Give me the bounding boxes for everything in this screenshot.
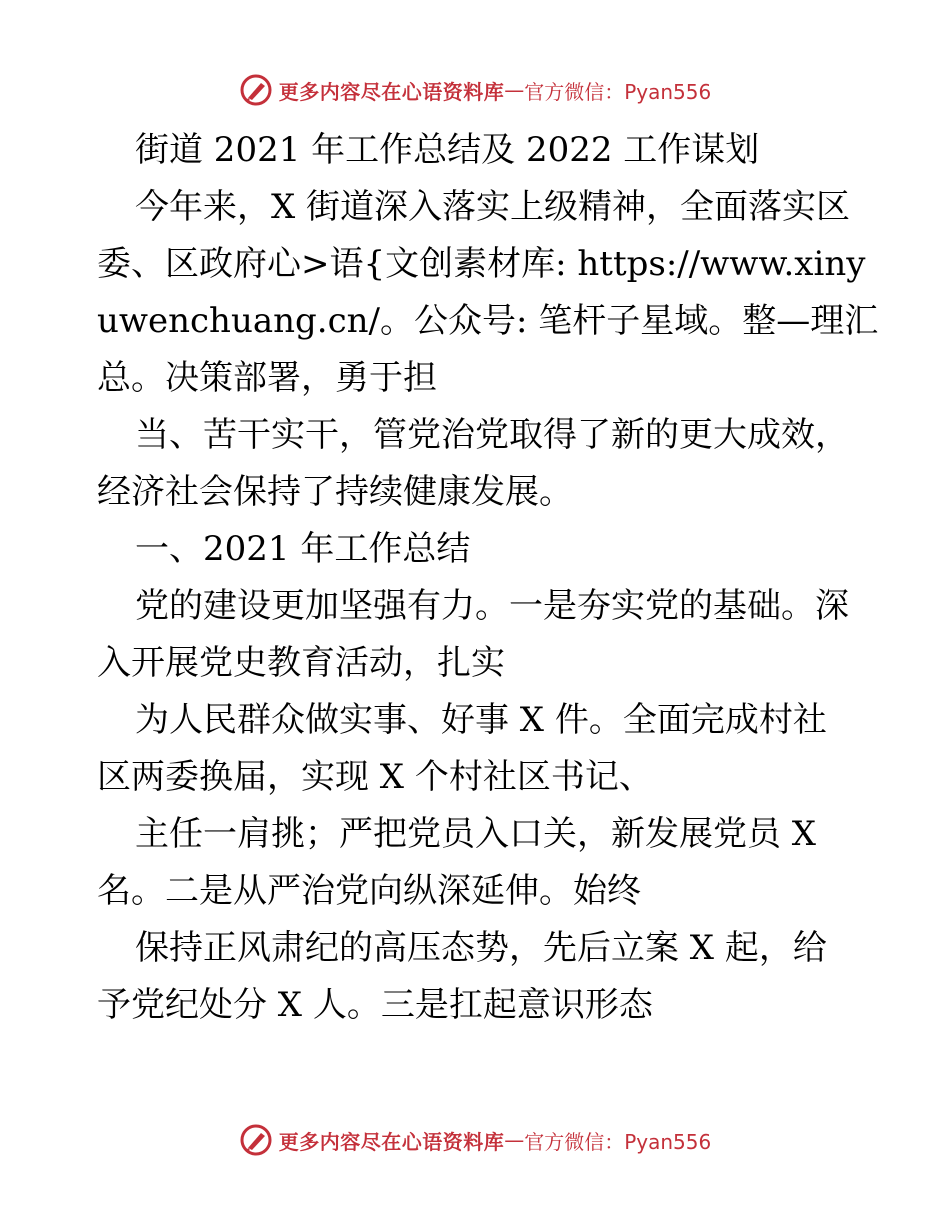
paragraph-line: 党的建设更加坚强有力。一是夯实党的基础。深 xyxy=(135,586,849,626)
paragraph-line: 区两委换届，实现 X 个村社区书记、 xyxy=(97,757,653,797)
document-body xyxy=(97,122,879,1034)
paragraph-line: 为人民群众做实事、好事 X 件。全面完成村社 xyxy=(135,700,827,740)
paragraph-line: 当、苦干实干，管党治党取得了新的更大成效， xyxy=(135,415,849,455)
watermark-wechat-text: 官方微信：Pyan556 xyxy=(524,79,712,104)
header-watermark xyxy=(0,70,950,110)
pen-logo-icon xyxy=(239,1123,273,1157)
section-heading: 一、2021 年工作总结 xyxy=(135,529,471,569)
paragraph-line: 予党纪处分 X 人。三是扛起意识形态 xyxy=(97,985,653,1025)
footer-watermark xyxy=(0,1120,950,1160)
paragraph-line: 委、区政府心>语{文创素材库: https://www.xiny xyxy=(97,244,866,284)
watermark-wechat-text: 官方微信：Pyan556 xyxy=(524,1129,712,1154)
watermark-separator: — xyxy=(504,78,525,102)
paragraph-line: 入开展党史教育活动，扎实 xyxy=(97,643,505,683)
watermark-separator: — xyxy=(504,1128,525,1152)
paragraph-line: 保持正风肃纪的高压态势，先后立案 X 起，给 xyxy=(135,928,827,968)
watermark-main-text: 更多内容尽在心语资料库 xyxy=(278,1129,505,1154)
document-title: 街道 2021 年工作总结及 2022 工作谋划 xyxy=(135,130,760,170)
paragraph-line: 今年来，X 街道深入落实上级精神，全面落实区 xyxy=(135,187,851,227)
paragraph-line: uwenchuang.cn/。公众号: 笔杆子星域。整—理汇 xyxy=(97,301,879,341)
paragraph-line: 名。二是从严治党向纵深延伸。始终 xyxy=(97,871,641,911)
pen-logo-icon xyxy=(239,73,273,107)
paragraph-line: 总。决策部署，勇于担 xyxy=(97,358,437,398)
watermark-main-text: 更多内容尽在心语资料库 xyxy=(278,79,505,104)
paragraph-line: 经济社会保持了持续健康发展。 xyxy=(97,472,573,512)
paragraph-line: 主任一肩挑；严把党员入口关，新发展党员 X xyxy=(135,814,817,854)
